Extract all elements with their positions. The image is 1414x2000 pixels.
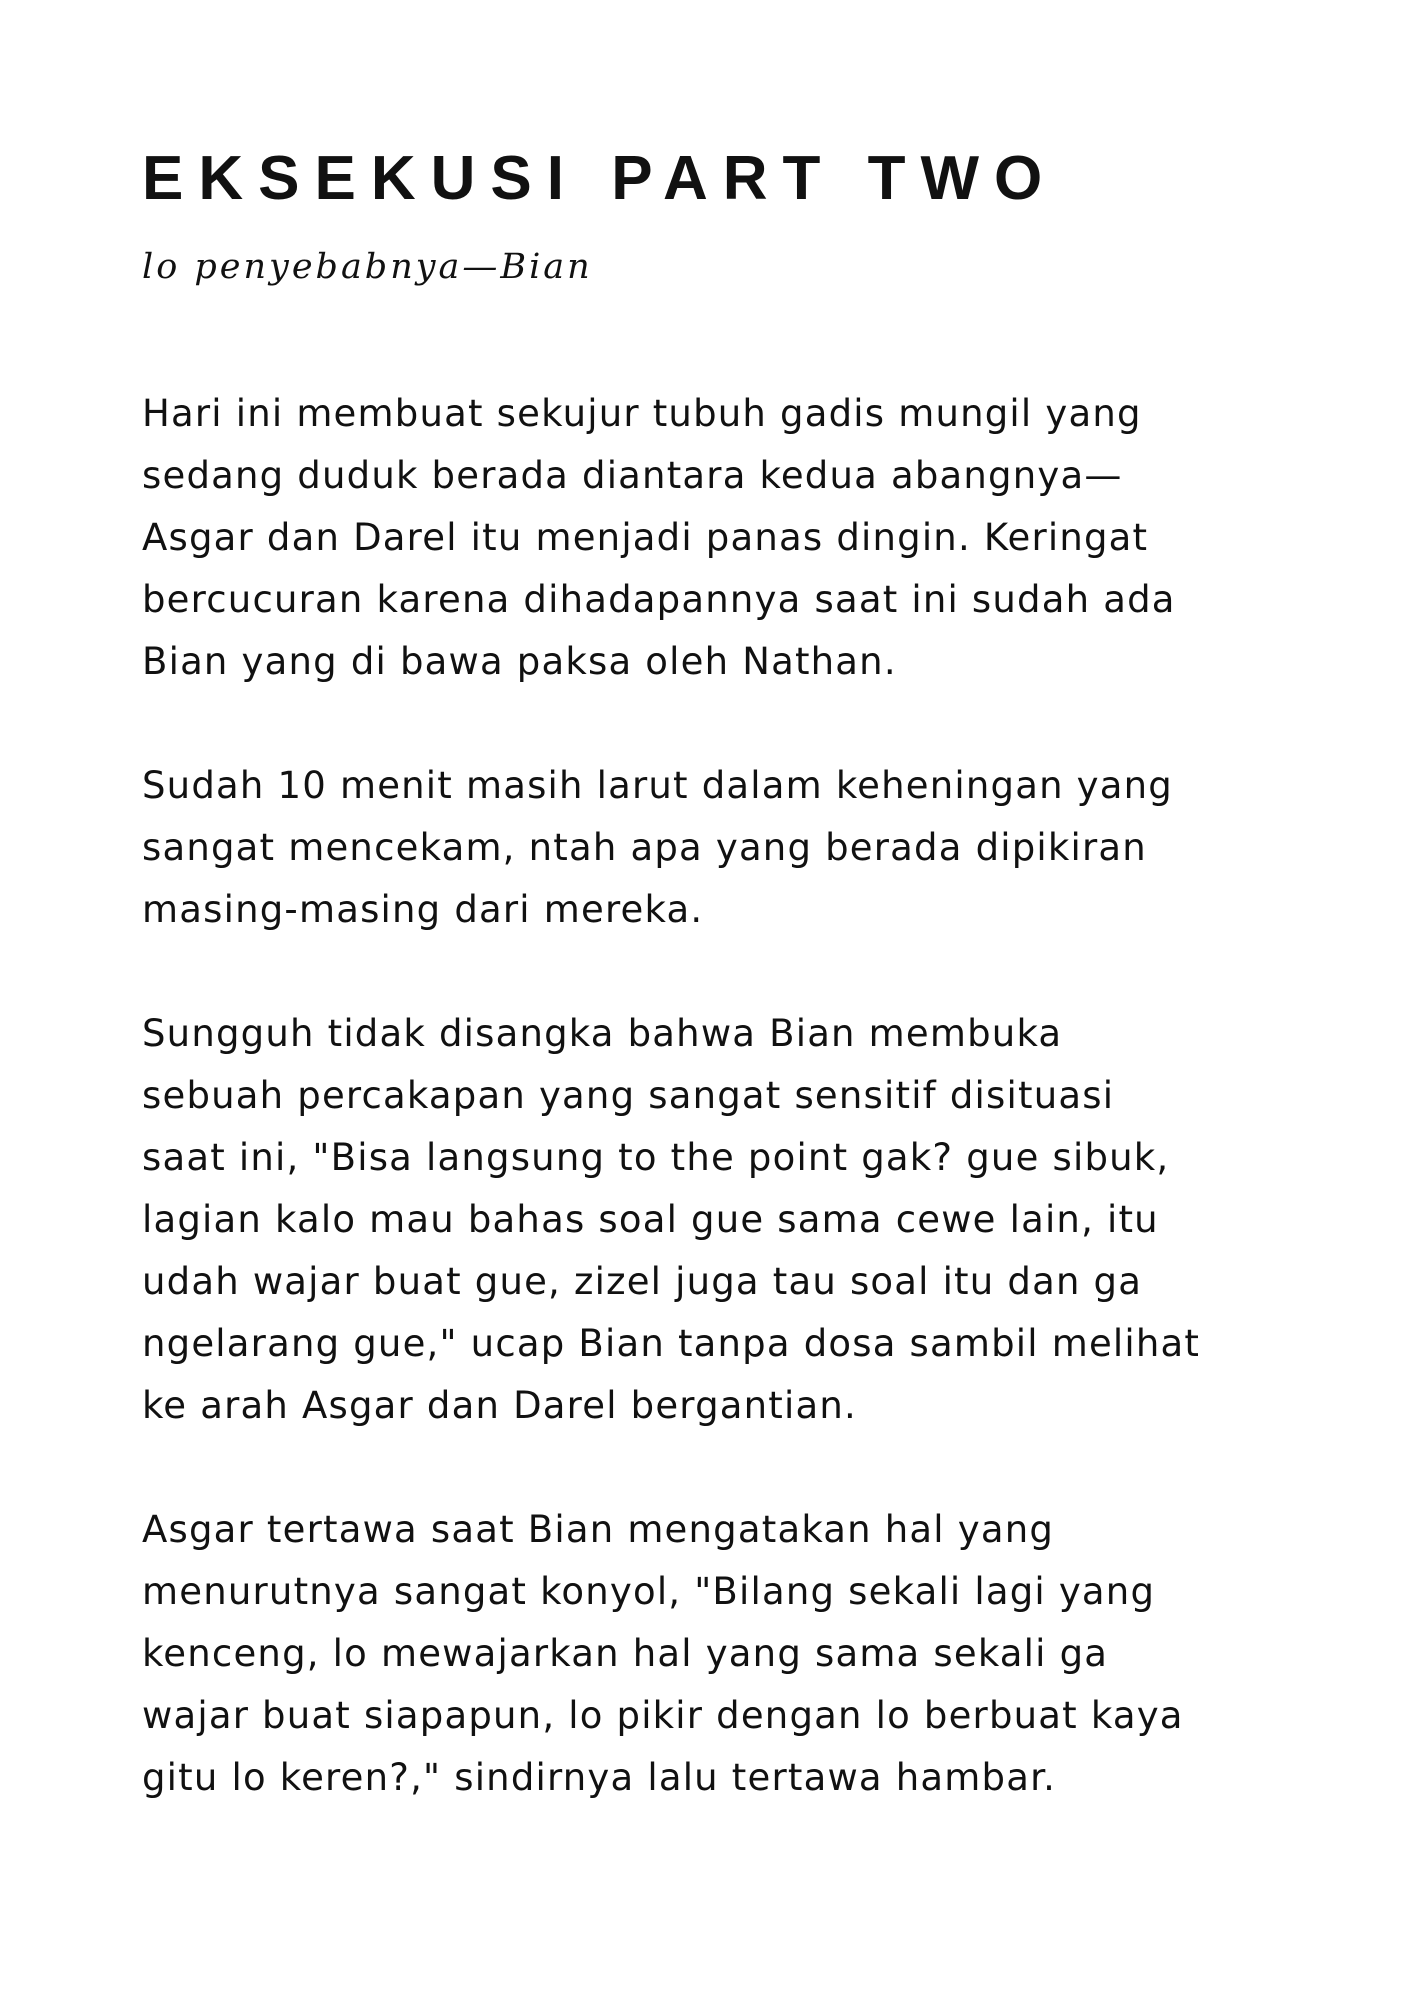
text-line: Hari ini membuat sekujur tubuh gadis mungil yang [142,392,1142,435]
text-line: wajar buat siapapun, lo pikir dengan lo berbuat kaya [142,1694,1184,1737]
text-line: sangat mencekam, ntah apa yang berada dipikiran [142,826,1147,869]
text-line: Asgar tertawa saat Bian mengatakan hal yang [142,1508,1055,1551]
paragraph-3 [142,1003,1302,1437]
paragraph-4 [142,1499,1302,1809]
text-line: lagian kalo mau bahas soal gue sama cewe lain, itu [142,1198,1159,1241]
text-line: masing-masing dari mereka. [142,888,704,931]
text-line: bercucuran karena dihadapannya saat ini sudah ada [142,578,1176,621]
paragraph-1 [142,383,1302,693]
text-line: kenceng, lo mewajarkan hal yang sama sekali ga [142,1632,1109,1675]
text-line: Sudah 10 menit masih larut dalam keheningan yang [142,764,1173,807]
paragraph-2 [142,755,1302,941]
text-line: ke arah Asgar dan Darel bergantian. [142,1384,857,1427]
text-line: gitu lo keren?," sindirnya lalu tertawa hambar. [142,1756,1057,1799]
text-line: sedang duduk berada diantara kedua abangnya— [142,454,1123,497]
page-subtitle: lo penyebabnya—Bian [142,247,593,287]
page-title: EKSEKUSI PART TWO [142,144,1058,213]
story-body [142,383,1302,1871]
text-line: udah wajar buat gue, zizel juga tau soal itu dan ga [142,1260,1143,1303]
text-line: Asgar dan Darel itu menjadi panas dingin. Keringat [142,516,1149,559]
text-line: Bian yang di bawa paksa oleh Nathan. [142,640,897,683]
text-line: saat ini, "Bisa langsung to the point gak? gue sibuk, [142,1136,1170,1179]
text-line: sebuah percakapan yang sangat sensitif disituasi [142,1074,1115,1117]
text-line: Sungguh tidak disangka bahwa Bian membuka [142,1012,1063,1055]
text-line: ngelarang gue," ucap Bian tanpa dosa sambil melihat [142,1322,1201,1365]
text-line: menurutnya sangat konyol, "Bilang sekali lagi yang [142,1570,1156,1613]
